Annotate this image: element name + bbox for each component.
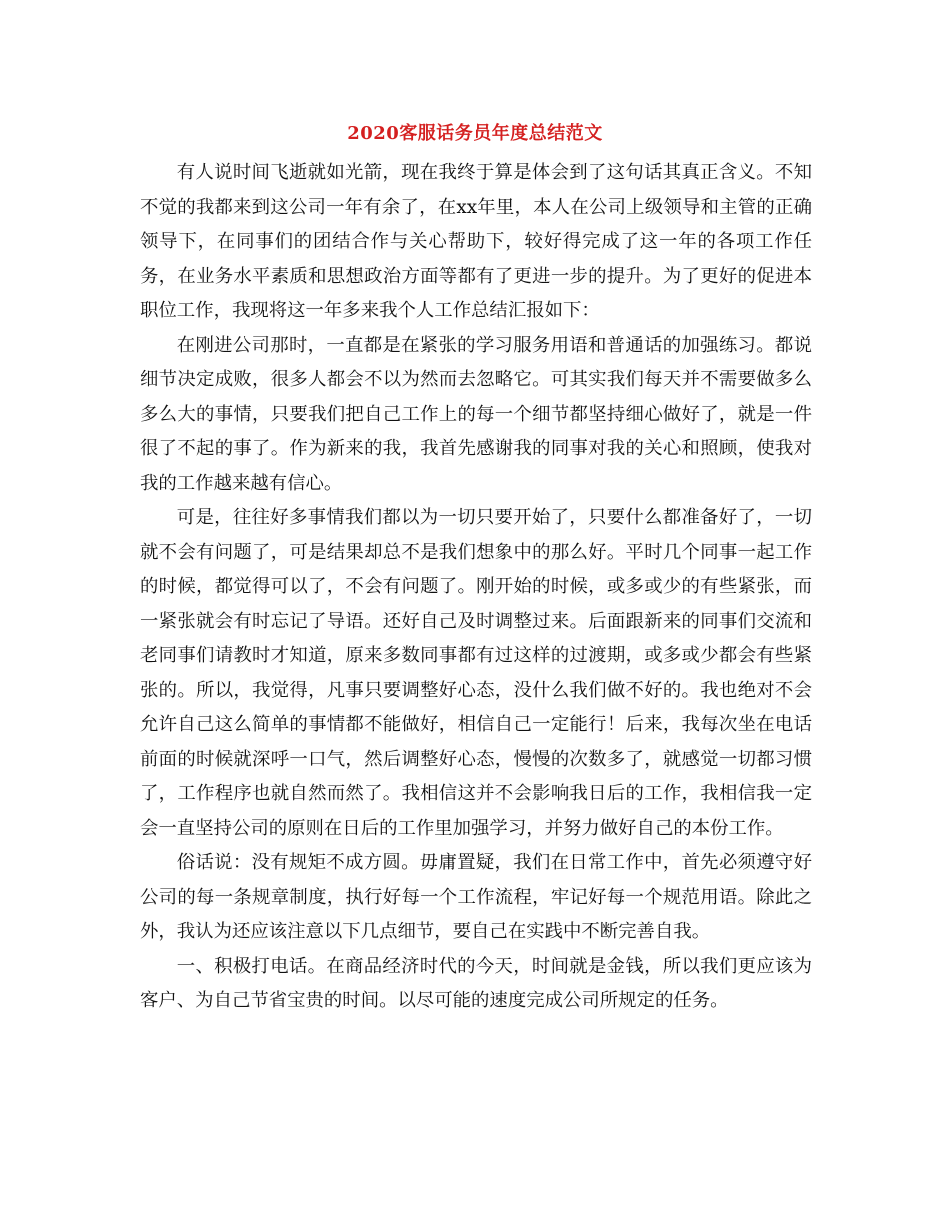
paragraph-5: 一、积极打电话。在商品经济时代的今天，时间就是金钱，所以我们更应该为客户、为自己节省宝贵的时间。以尽可能的速度完成公司所规定的任务。 (140, 955, 812, 1011)
paragraph-4: 俗话说：没有规矩不成方圆。毋庸置疑，我们在日常工作中，首先必须遵守好公司的每一条规章制度，执行好每一个工作流程，牢记好每一个规范用语。除此之外，我认为还应该注意以下几点细节，要自己在实践中不断完善自我。 (140, 852, 812, 942)
document-title: 2020客服话务员年度总结范文 (347, 123, 603, 144)
paragraph-3: 可是，往往好多事情我们都以为一切只要开始了，只要什么都准备好了，一切就不会有问题了，可是结果却总不是我们想象中的那么好。平时几个同事一起工作的时候，都觉得可以了，不会有问题了。刚开始的时候，或多或少的有些紧张，而一紧张就会有时忘记了导语。还好自己及时调整过来。后面跟新来的同事们交流和老同事们请教时才知道，原来多数同事都有过这样的过渡期，或多或少都会有些紧张的。所以，我觉得，凡事只要调整好心态，没什么我们做不好的。我也绝对不会允许自己这么简单的事情都不能做好，相信自己一定能行！后来，我每次坐在电话前面的时候就深呼一口气，然后调整好心态，慢慢的次数多了，就感觉一切都习惯了，工作程序也就自然而然了。我相信这并不会影响我日后的工作，我相信我一定会一直坚持公司的原则在日后的工作里加强学习，并努力做好自己的本份工作。 (140, 507, 812, 839)
document-body (140, 156, 812, 1019)
paragraph-2: 在刚进公司那时，一直都是在紧张的学习服务用语和普通话的加强练习。都说细节决定成败，很多人都会不以为然而去忽略它。可其实我们每天并不需要做多么多么大的事情，只要我们把自己工作上的每一个细节都坚持细心做好了，就是一件很了不起的事了。作为新来的我，我首先感谢我的同事对我的关心和照顾，使我对我的工作越来越有信心。 (140, 334, 812, 494)
paragraph-1: 有人说时间飞逝就如光箭，现在我终于算是体会到了这句话其真正含义。不知不觉的我都来到这公司一年有余了，在xx年里，本人在公司上级领导和主管的正确领导下，在同事们的团结合作与关心帮助下，较好得完成了这一年的各项工作任务，在业务水平素质和思想政治方面等都有了更进一步的提升。为了更好的促进本职位工作，我现将这一年多来我个人工作总结汇报如下： (140, 162, 812, 321)
